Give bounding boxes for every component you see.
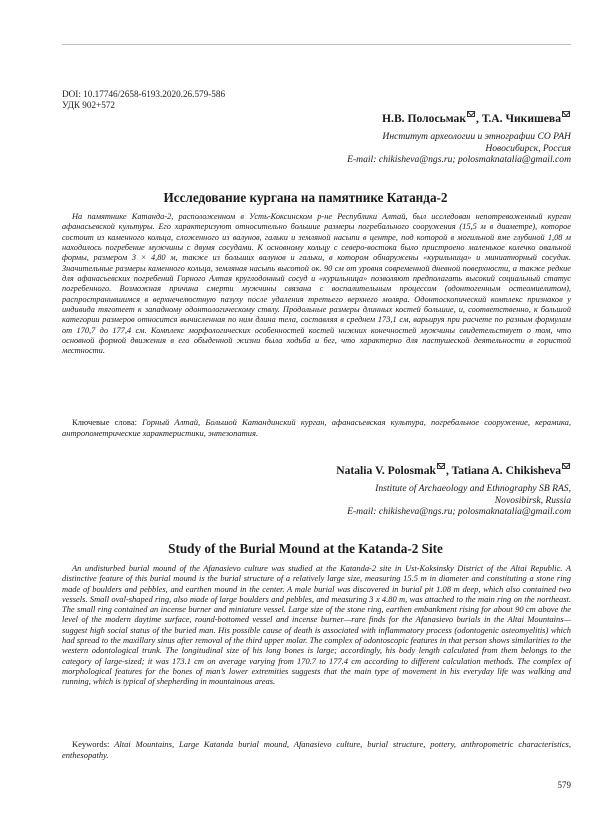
ru-keywords (62, 417, 571, 438)
en-keywords-label: Keywords: (72, 739, 115, 749)
envelope-icon (562, 463, 570, 469)
ru-author-1: Н.В. Полосьмак (382, 112, 467, 125)
ru-title: Исследование кургана на памятнике Катанда-2 (163, 190, 448, 205)
en-email: E-mail: chikisheva@ngs.ru; polosmaknatalia@gmail.com (347, 506, 571, 518)
ru-institute: Институт археологии и этнографии СО РАН (382, 131, 571, 142)
en-affiliation (347, 483, 571, 518)
ru-city: Новосибирск, Россия (485, 142, 571, 154)
ru-author-separator: , (476, 112, 482, 125)
page-number: 579 (557, 780, 571, 790)
ru-abstract: На памятнике Катанда-2, расположенном в Усть-Коксинском р-не Республики Алтай, был исследован непотревоженный курган афанасьевской культуры. Его характеризуют относительно большие размеры погребального сооружения (15,5 м в диаметре), которое состоит из каменного кольца, сложенного из валунов, гальки и земляной насыпи в центре, под которой в могильной яме глубиной 1,08 м находилось погребение мужчины с двумя сосудами. К основному кольцу с северо-востока было пристроено маленькое колечко овальной формы, размером 3 × 4,80 м, также из больших валунов и гальки, в котором обнаружены «курильница» и миниатюрный сосудик. Значительные размеры каменного кольца, земляная насыпь высотой ок. 90 см от уровня современной дневной поверхности, а также редкие для афанасьевских погребений Горного Алтая круглодонный сосуд и «курильница» позволяют предполагать высокий социальный статус погребенного. Возможная причина смерти мужчины связана с воспалительным процессом (одонтогенным остеомиелитом), распространившимся в верхнечелюстную пазуху после удаления третьего верхнего моляра. Одонтоскопический комплекс признаков у индивида тяготеет к западному одонтологическому ствлу. Продольные размеры длинных костей большие, и, соответственно, к большой категории размеров относится вычисленная по ним длина тела, составляя в среднем 173,1 см, варьируя при расчете по разным формулам от 170,7 до 177,4 см. Комплекс морфологических особенностей костей нижних конечностей мужчины свидетельствует о том, что основной формой движения в его обыденной жизни была ходьба и бег, что характерно для пастушеской деятельности в гористой местности. (62, 212, 571, 356)
en-keywords-text: Altai Mountains, Large Katanda burial mound, Afanasievo culture, burial structure, pottery, anthropometric characteristics, enthesopathy. (62, 739, 571, 760)
en-abstract: An undisturbed burial mound of the Afanasievo culture was studied at the Katanda-2 site in Ust-Koksinsky District of the Altai Republic. A distinctive feature of this burial mound is the burial structure of a relatively large size, measuring 15.5 m in diameter and constituting a stone ring made of boulders and pebbles, and earthen mound in the center. A male burial was discovered in burial pit 1.08 m deep, which also contained two vessels. Small oval-shaped ring, also made of large boulders and pebbles, and measuring 3 x 4.80 m, was attached to the main ring on the northeast. The small ring contained an incense burner and miniature vessel. Large size of the stone ring, earthen embankment rising for about 90 cm above the level of the modern daytime surface, round-bottomed vessel and incense burner—rare finds for the Afanasievo burials in the Altai Mountains— suggest high social status of the buried man. His possible cause of death is associated with inflammatory process (odontogenic osteomyelitis) which had spread to the maxillary sinus after removal of the third upper molar. The complex of odontoscopic features in that person shows similarities to the western odontological trunk. The longitudinal size of his long bones is large; accordingly, his body length calculated from them belongs to the category of large-sized; it was 173.1 cm on average varying from 170.7 to 177.4 cm according to different calculation methods. The complex of morphological features for the bones of man’s lower extremities suggests that the main type of movement in his everyday life was walking and running, which is typical of shepherding in mountainous areas. (62, 563, 571, 687)
ru-keywords-text: Горный Алтай, Большой Катандинский курган, афанасьевская культура, погребальное сооружение, керамика, антропометрические характеристики, энтезопатия. (62, 417, 571, 438)
udk: УДК 902+572 (62, 100, 116, 110)
ru-keywords-label: Ключевые слова: (72, 417, 143, 427)
en-author-separator: , (445, 464, 452, 477)
ru-authors (382, 112, 571, 125)
ru-author-2: Т.А. Чикишева (481, 112, 561, 125)
ru-affiliation (347, 131, 571, 166)
envelope-icon (467, 111, 475, 117)
en-keywords (62, 739, 571, 760)
en-city: Novosibirsk, Russia (494, 494, 571, 506)
top-rule (62, 44, 571, 45)
en-author-1: Natalia V. Polosmak (336, 464, 436, 477)
en-title: Study of the Burial Mound at the Katanda-2 Site (168, 541, 443, 556)
en-authors (336, 464, 571, 477)
en-author-2: Tatiana A. Chikisheva (451, 464, 561, 477)
envelope-icon (437, 463, 445, 469)
en-institute: Institute of Archaeology and Ethnography SB RAS, (375, 483, 571, 494)
doi: DOI: 10.17746/2658-6193.2020.26.579-586 (62, 89, 226, 99)
envelope-icon (562, 111, 570, 117)
ru-email: E-mail: chikisheva@ngs.ru; polosmaknatalia@gmail.com (347, 154, 571, 166)
